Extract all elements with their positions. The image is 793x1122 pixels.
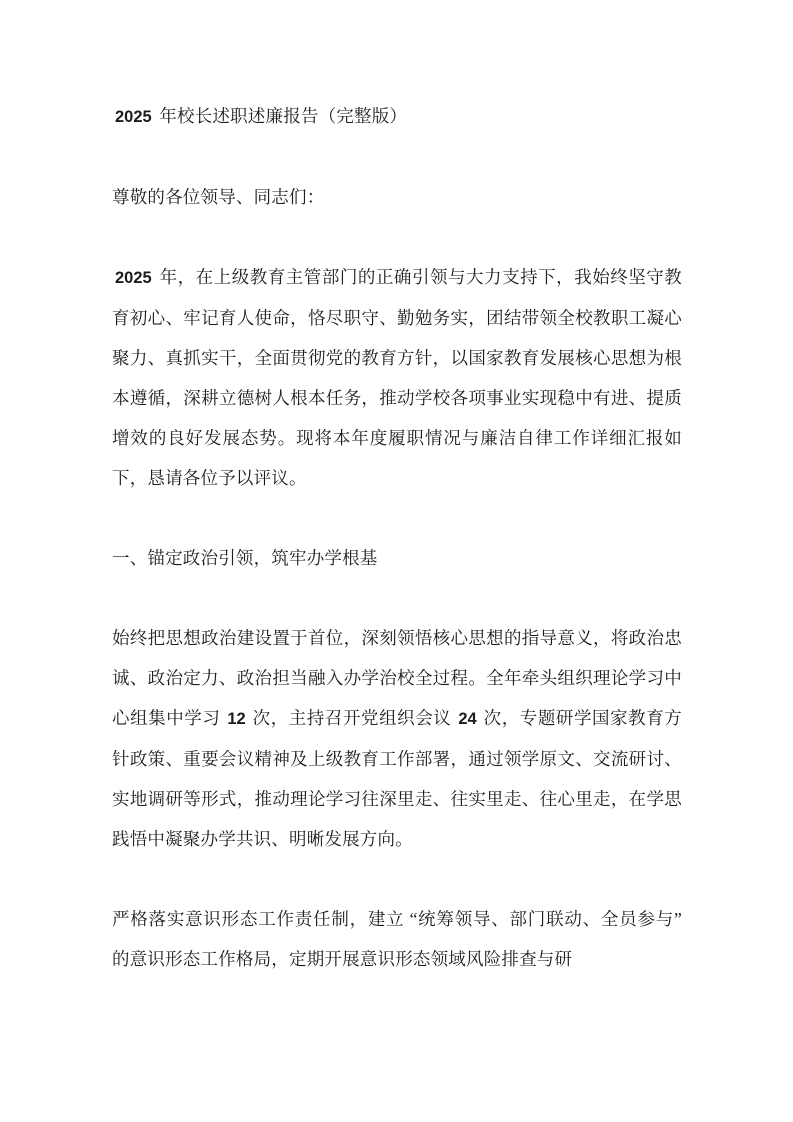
intro-paragraph [112, 257, 682, 498]
title-text: 年校长述职述廉报告（完整版） [154, 106, 408, 126]
spacer [112, 137, 682, 177]
spacer [112, 578, 682, 618]
section-1-paragraph-1-part-3: 次，专题研学国家教育方针政策、重要会议精神及上级教育工作部署，通过领学原文、交流研讨、实地调研等形式，推动理论学习往深里走、往实里走、往心里走，在学思践悟中凝聚办学共识、明晰发展方向。 [112, 708, 682, 849]
document-body [112, 96, 682, 979]
spacer [112, 498, 682, 538]
study-sessions-count: 12 [227, 710, 246, 728]
spacer [112, 217, 682, 257]
intro-year: 2025 [115, 269, 152, 287]
intro-paragraph-text: 年，在上级教育主管部门的正确引领与大力支持下，我始终坚守教育初心、牢记育人使命，恪尽职守、勤勉务实，团结带领全校教职工凝心聚力、真抓实干，全面贯彻党的教育方针，以国家教育发展核心思想为根本遵循，深耕立德树人根本任务，推动学校各项事业实现稳中有进、提质增效的良好发展态势。现将本年度履职情况与廉洁自律工作详细汇报如下，恳请各位予以评议。 [112, 267, 682, 488]
section-1-paragraph-1-part-1: 始终把思想政治建设置于首位，深刻领悟核心思想的指导意义，将政治忠诚、政治定力、政治担当融入办学治校全过程。全年牵头组织理论学习中心组集中学习 [112, 628, 682, 728]
salutation: 尊敬的各位领导、同志们： [112, 187, 325, 207]
title-year: 2025 [115, 108, 152, 126]
party-meetings-count: 24 [458, 710, 477, 728]
spacer [112, 859, 682, 899]
section-1-paragraph-2: 严格落实意识形态工作责任制，建立 “统筹领导、部门联动、全员参与” 的意识形态工作格局，定期开展意识形态领域风险排查与研 [112, 909, 682, 969]
page-title [112, 96, 682, 137]
section-1-paragraph-1-part-2: 次，主持召开党组织会议 [247, 708, 457, 728]
section-1-paragraph-1 [112, 618, 682, 859]
section-heading-1: 一、锚定政治引领，筑牢办学根基 [112, 548, 378, 568]
